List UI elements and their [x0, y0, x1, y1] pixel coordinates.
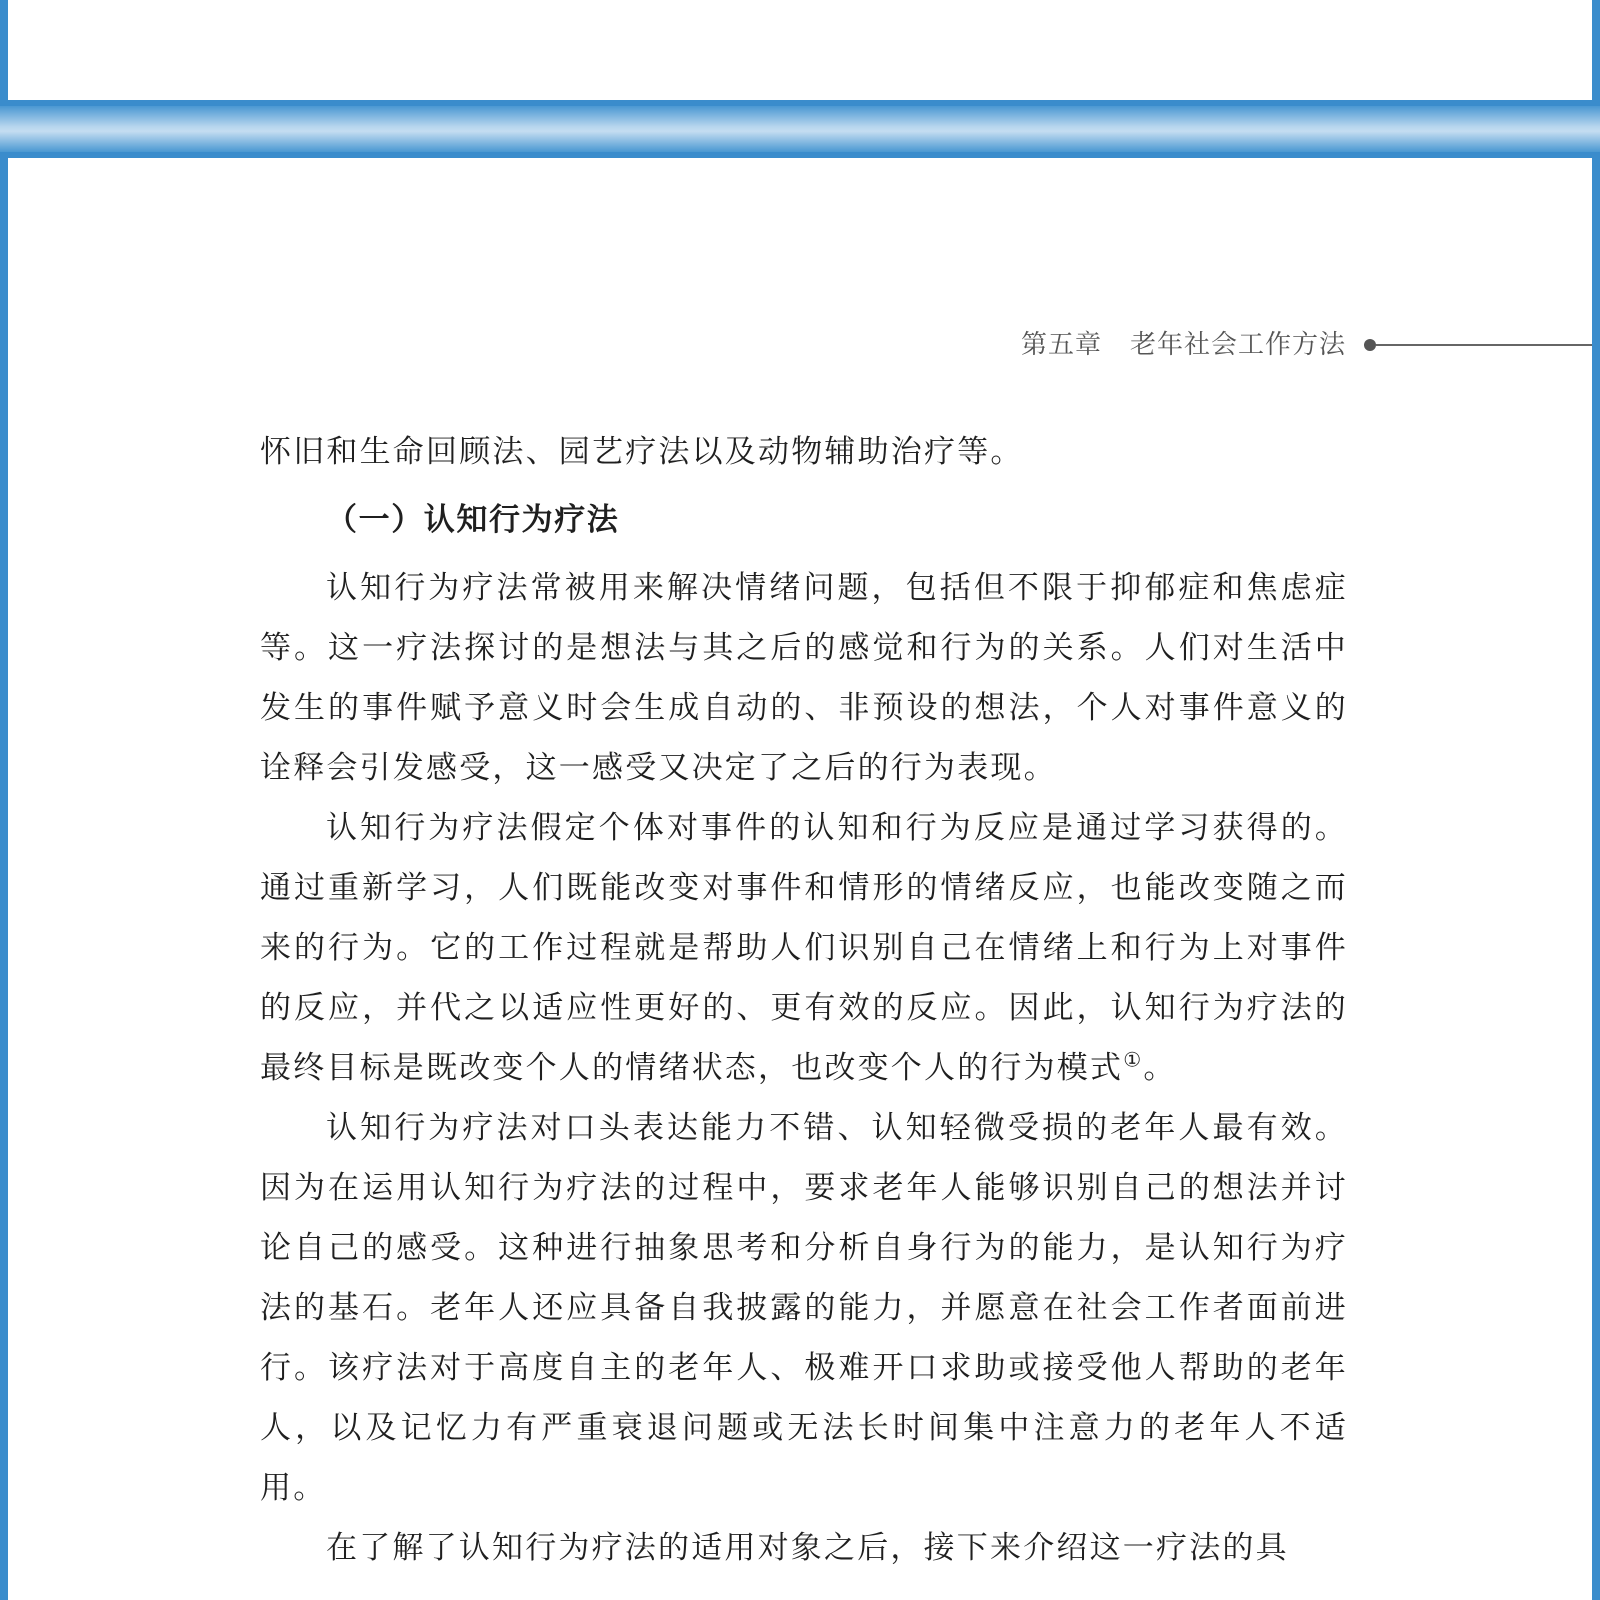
header-bullet-icon: [1364, 339, 1376, 351]
running-header: [8, 328, 1592, 362]
paragraph: 认知行为疗法对口头表达能力不错、认知轻微受损的老年人最有效。因为在运用认知行为疗法的过程中，要求老年人能够识别自己的想法并讨论自己的感受。这种进行抽象思考和分析自身行为的能力，是认知行为疗法的基石。老年人还应具备自我披露的能力，并愿意在社会工作者面前进行。该疗法对于高度自主的老年人、极难开口求助或接受他人帮助的老年人，以及记忆力有严重衰退问题或无法长时间集中注意力的老年人不适用。: [260, 1110, 1348, 1506]
previous-page: [8, 0, 1592, 100]
paragraph-end-punctuation: 。: [1143, 1050, 1177, 1086]
paragraph: [260, 798, 1348, 1098]
paragraph: 认知行为疗法常被用来解决情绪问题，包括但不限于抑郁症和焦虑症等。这一疗法探讨的是想法与其之后的感觉和行为的关系。人们对生活中发生的事件赋予意义时会生成自动的、非预设的想法，个人对事件意义的诠释会引发感受，这一感受又决定了之后的行为表现。: [260, 570, 1348, 786]
running-header-text: [1021, 328, 1346, 362]
paragraph-text: 认知行为疗法假定个体对事件的认知和行为反应是通过学习获得的。通过重新学习，人们既能改变对事件和情形的情绪反应，也能改变随之而来的行为。它的工作过程就是帮助人们识别自己在情绪上和行为上对事件的反应，并代之以适应性更好的、更有效的反应。因此，认知行为疗法的最终目标是既改变个人的情绪状态，也改变个人的行为模式: [260, 810, 1348, 1086]
header-rule: [1376, 344, 1592, 346]
section-subheading: （一）认知行为疗法: [326, 502, 620, 538]
page-body: [260, 422, 1348, 1578]
page-separator: [0, 106, 1600, 152]
footnote-reference[interactable]: ①: [1123, 1047, 1144, 1072]
current-page: [8, 158, 1592, 1600]
paragraph: 在了解了认知行为疗法的适用对象之后，接下来介绍这一疗法的具: [326, 1530, 1289, 1566]
header-title: 老年社会工作方法: [1129, 330, 1346, 360]
intro-line: 怀旧和生命回顾法、园艺疗法以及动物辅助治疗等。: [260, 434, 1024, 470]
header-chapter: 第五章: [1020, 330, 1102, 360]
